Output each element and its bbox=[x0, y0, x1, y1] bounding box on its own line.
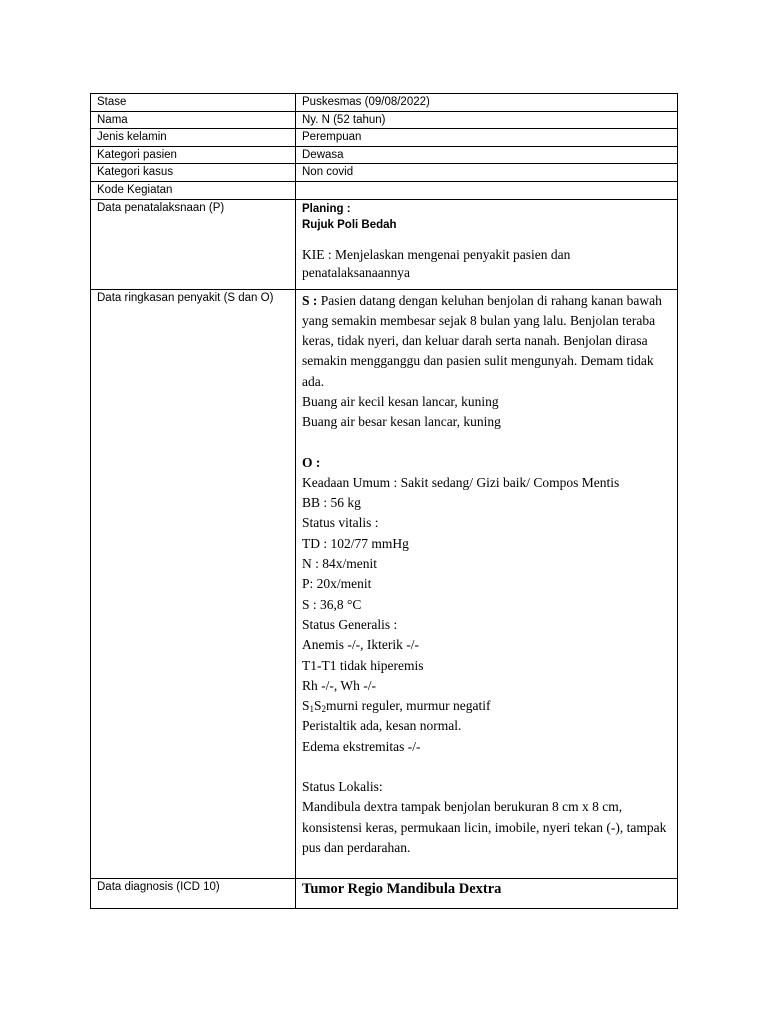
heart-sub-1: 1 bbox=[309, 704, 315, 715]
spacer bbox=[302, 757, 671, 777]
objective-line: Edema ekstremitas -/- bbox=[302, 738, 421, 754]
row-diagnosis bbox=[91, 878, 678, 908]
heart-sounds-line bbox=[302, 696, 671, 716]
kie-text: KIE : Menjelaskan mengenai penyakit pasien dan penatalaksanaannya bbox=[302, 246, 571, 280]
label-jenis-kelamin: Jenis kelamin bbox=[91, 129, 296, 147]
label-stase: Stase bbox=[91, 94, 296, 112]
label-ringkasan: Data ringkasan penyakit (S dan O) bbox=[91, 289, 296, 878]
s-marker: S : bbox=[302, 292, 318, 308]
case-report-table bbox=[90, 93, 678, 909]
row-penatalaksanaan bbox=[91, 199, 678, 289]
objective-line: T1-T1 tidak hiperemis bbox=[302, 657, 424, 673]
label-kategori-kasus: Kategori kasus bbox=[91, 164, 296, 182]
heart-sub-2: 2 bbox=[321, 704, 327, 715]
objective-line: Anemis -/-, Ikterik -/- bbox=[302, 637, 419, 653]
value-stase: Puskesmas (09/08/2022) bbox=[296, 94, 678, 112]
value-kategori-pasien: Dewasa bbox=[296, 146, 678, 164]
subjective-text: Pasien datang dengan keluhan benjolan di rahang kanan bawah yang semakin membesar sejak 8 bulan yang lalu. Benjolan teraba keras, tidak nyeri, dan keluar darah serta nanah. Benjolan dirasa semakin mengganggu dan pasien sulit mengunyah. Demam tidak ada. bbox=[302, 292, 662, 389]
value-nama: Ny. N (52 tahun) bbox=[296, 111, 678, 129]
value-ringkasan bbox=[296, 289, 678, 878]
label-penatalaksanaan: Data penatalaksnaan (P) bbox=[91, 199, 296, 289]
objective-line: Rh -/-, Wh -/- bbox=[302, 677, 376, 693]
objective-line: P: 20x/menit bbox=[302, 576, 372, 592]
label-nama: Nama bbox=[91, 111, 296, 129]
o-marker: O : bbox=[302, 454, 321, 470]
value-penatalaksanaan bbox=[296, 199, 678, 289]
subjective-line-bab: Buang air besar kesan lancar, kuning bbox=[302, 414, 501, 430]
heart-s: S bbox=[314, 698, 322, 714]
label-kode-kegiatan: Kode Kegiatan bbox=[91, 181, 296, 199]
value-kategori-kasus: Non covid bbox=[296, 164, 678, 182]
objective-line: TD : 102/77 mmHg bbox=[302, 535, 409, 551]
row-ringkasan bbox=[91, 289, 678, 878]
objective-line: Status vitalis : bbox=[302, 515, 379, 531]
row-nama bbox=[91, 111, 678, 129]
heart-s: S bbox=[302, 698, 310, 714]
spacer bbox=[302, 234, 671, 246]
row-kategori-kasus bbox=[91, 164, 678, 182]
label-kategori-pasien: Kategori pasien bbox=[91, 146, 296, 164]
value-diagnosis: Tumor Regio Mandibula Dextra bbox=[296, 878, 678, 908]
subjective-paragraph bbox=[302, 291, 671, 392]
row-jenis-kelamin bbox=[91, 129, 678, 147]
value-jenis-kelamin: Perempuan bbox=[296, 129, 678, 147]
row-kode-kegiatan bbox=[91, 181, 678, 199]
objective-line: Peristaltik ada, kesan normal. bbox=[302, 718, 462, 734]
heart-text: murni reguler, murmur negatif bbox=[326, 698, 491, 714]
objective-line: Status Generalis : bbox=[302, 616, 398, 632]
subjective-line-bak: Buang air kecil kesan lancar, kuning bbox=[302, 393, 499, 409]
objective-line: BB : 56 kg bbox=[302, 495, 361, 511]
spacer bbox=[302, 433, 671, 453]
planing-item: Rujuk Poli Bedah bbox=[302, 219, 397, 231]
planing-heading: Planing : bbox=[302, 202, 351, 215]
row-kategori-pasien bbox=[91, 146, 678, 164]
row-stase bbox=[91, 94, 678, 112]
lokalis-text: Mandibula dextra tampak benjolan berukuran 8 cm x 8 cm, konsistensi keras, permukaan licin, imobile, nyeri tekan (-), tampak pus dan perdarahan. bbox=[302, 799, 667, 855]
objective-line: Keadaan Umum : Sakit sedang/ Gizi baik/ Compos Mentis bbox=[302, 474, 620, 490]
value-kode-kegiatan bbox=[296, 181, 678, 199]
label-diagnosis: Data diagnosis (ICD 10) bbox=[91, 878, 296, 908]
lokalis-heading: Status Lokalis: bbox=[302, 779, 383, 795]
objective-line: S : 36,8 °C bbox=[302, 596, 362, 612]
objective-line: N : 84x/menit bbox=[302, 556, 377, 572]
